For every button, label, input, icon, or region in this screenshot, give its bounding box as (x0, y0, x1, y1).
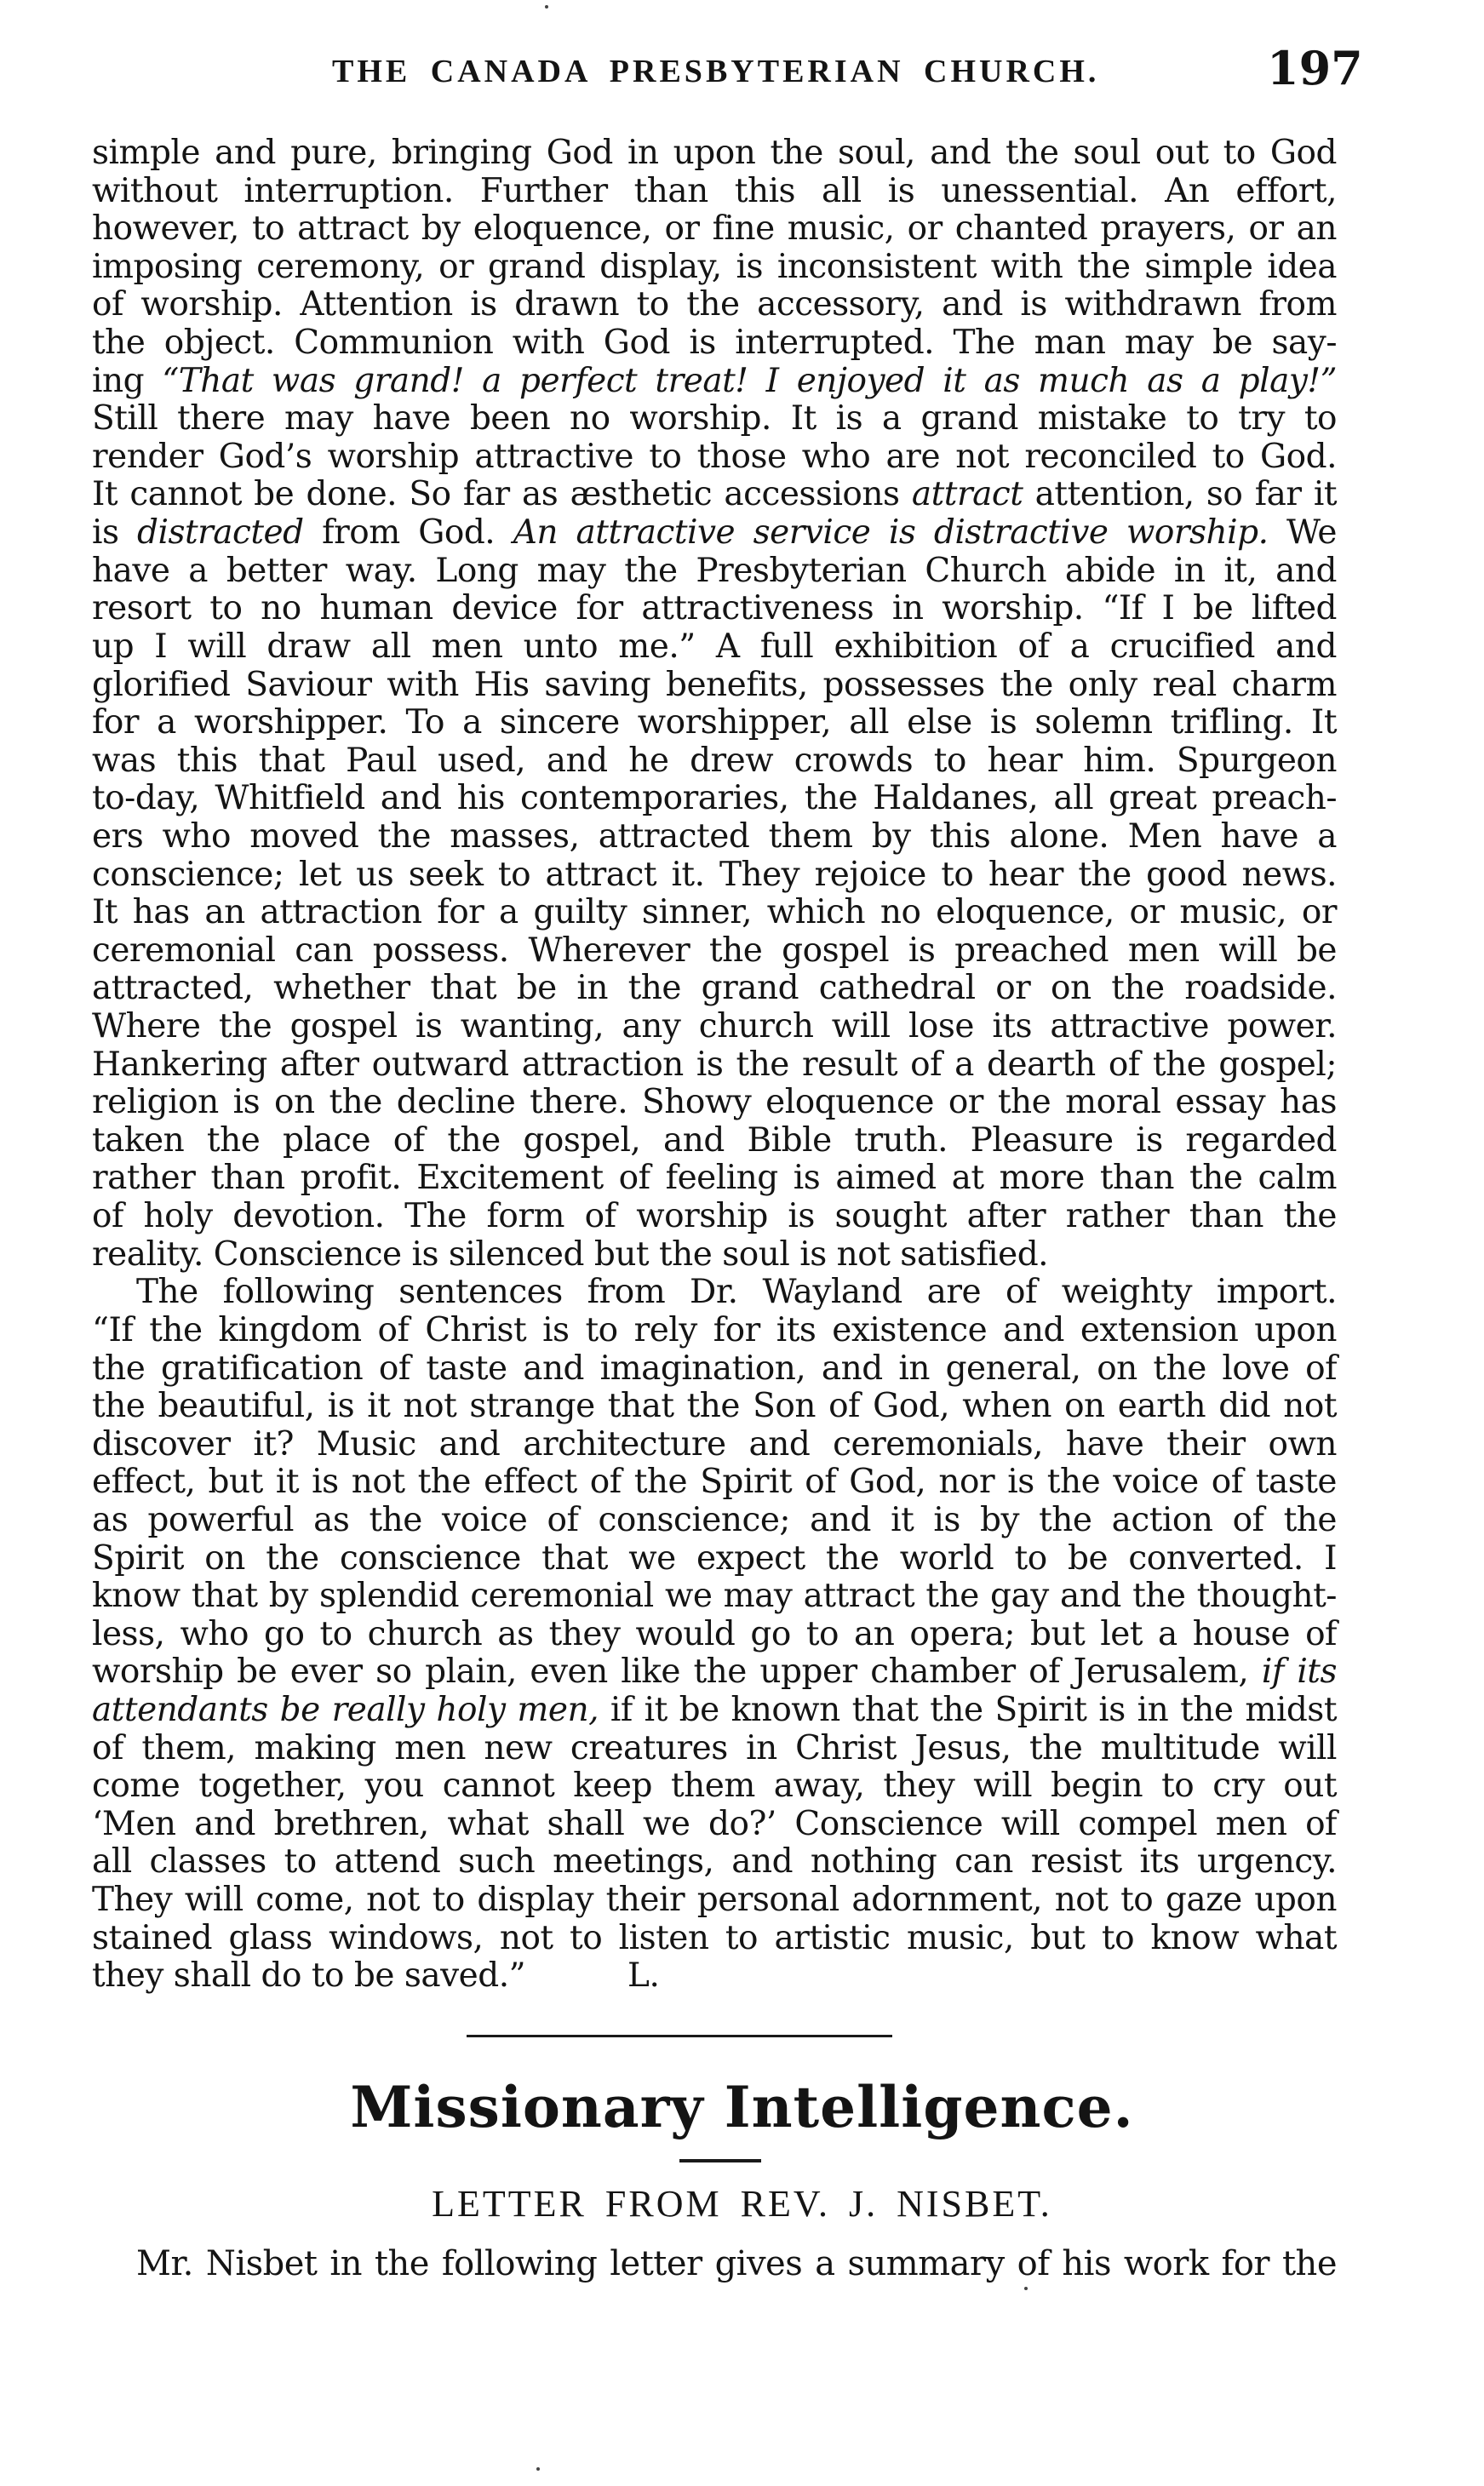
text-line (92, 210, 1337, 249)
text-run: less, who go to church as they would go to an opera; but let a house of (92, 1614, 1337, 1653)
text-line (92, 894, 1337, 932)
section-divider-rule (467, 2035, 892, 2037)
text-run: the object. Communion with God is interrupted. The man may be say- (92, 324, 1337, 363)
text-run: The following sentences from Dr. Wayland are of weighty import. (136, 1273, 1337, 1312)
text-run: as powerful as the voice of conscience; and it is by the action of the (92, 1500, 1337, 1539)
text-line (92, 1502, 1337, 1540)
text-line (92, 476, 1337, 514)
text-run: all classes to attend such meetings, and nothing can resist its urgency. (92, 1842, 1337, 1882)
text-line (92, 970, 1337, 1008)
print-speck (1024, 2287, 1028, 2290)
print-speck (536, 2467, 540, 2471)
text-line (92, 1274, 1337, 1312)
italic-text: if its (1261, 1653, 1337, 1692)
text-line (92, 704, 1337, 742)
text-run: effect, but it is not the effect of the Spirit of God, nor is the voice of taste (92, 1463, 1337, 1502)
text-line (92, 1653, 1337, 1692)
text-line (92, 1046, 1337, 1085)
text-run: ing (92, 361, 163, 400)
italic-text: “That was grand! a perfect treat! I enjoyed it as much as a play!” (162, 361, 1338, 400)
text-line (92, 590, 1337, 628)
text-run: Hankering after outward attraction is the result of a dearth of the gospel; (92, 1045, 1337, 1084)
author-signature: L. (627, 1956, 660, 1996)
text-line (92, 553, 1337, 591)
letter-heading: LETTER FROM REV. J. NISBET. (432, 2183, 1052, 2225)
letter-intro-line: Mr. Nisbet in the following letter gives a summary of his work for the (136, 2244, 1337, 2283)
text-run: religion is on the decline there. Showy eloquence or the moral essay has (92, 1083, 1337, 1122)
text-line (92, 1084, 1337, 1122)
text-line (92, 667, 1337, 705)
text-line (92, 1692, 1337, 1730)
text-run: is (92, 513, 138, 553)
text-line (92, 1464, 1337, 1502)
text-line (92, 1882, 1337, 1920)
text-line (92, 1578, 1337, 1616)
text-run: to-day, Whitfield and his contemporaries, the Haldanes, all great preach- (92, 779, 1337, 818)
text-line (92, 1008, 1337, 1046)
running-title: THE CANADA PRESBYTERIAN CHURCH. (332, 54, 1100, 89)
text-run: rather than profit. Excitement of feeling is aimed at more than the calm (92, 1159, 1337, 1198)
text-line (92, 1312, 1337, 1350)
section-title: Missionary Intelligence. (350, 2074, 1134, 2140)
text-line (92, 173, 1337, 211)
text-run: up I will draw all men unto me.” A full exhibition of a crucified and (92, 627, 1337, 666)
text-run: without interruption. Further than this all is unessential. An effort, (92, 171, 1337, 210)
text-line (92, 1122, 1337, 1160)
text-line (92, 1843, 1337, 1882)
text-run: reality. Conscience is silenced but the soul is not satisfied. (92, 1234, 1049, 1274)
text-line (92, 1388, 1337, 1426)
text-run: It has an attraction for a guilty sinner, which no eloquence, or music, or (92, 893, 1337, 932)
italic-text: An attractive service is distractive worship. (513, 513, 1269, 553)
text-run: Spirit on the conscience that we expect the world to be converted. I (92, 1538, 1337, 1578)
text-line (92, 135, 1337, 173)
text-line (92, 818, 1337, 856)
text-run: of worship. Attention is drawn to the accessory, and is withdrawn from (92, 285, 1337, 324)
text-line (92, 249, 1337, 287)
text-run: the gratification of taste and imagination, and in general, on the love of (92, 1349, 1337, 1388)
text-run: the beautiful, is it not strange that the Son of God, when on earth did not (92, 1387, 1337, 1426)
page-number: 197 (1267, 41, 1363, 95)
text-line (92, 1426, 1337, 1464)
text-line (92, 514, 1337, 553)
text-run: ‘Men and brethren, what shall we do?’ Conscience will compel men of (92, 1804, 1337, 1843)
text-run: they shall do to be saved.” (92, 1956, 526, 1996)
text-run: “If the kingdom of Christ is to rely for its existence and extension upon (92, 1310, 1337, 1349)
text-line (92, 1957, 1337, 1996)
title-underline-rule (679, 2159, 761, 2162)
text-run: It cannot be done. So far as æsthetic accessions (92, 475, 912, 514)
text-run: have a better way. Long may the Presbyterian Church abide in it, and (92, 551, 1337, 590)
italic-text: attendants be really holy men, (92, 1690, 599, 1729)
text-run: if it be known that the Spirit is in the midst (598, 1690, 1337, 1729)
text-run: come together, you cannot keep them away, they will begin to cry out (92, 1767, 1337, 1806)
text-line (92, 1616, 1337, 1654)
text-run: was this that Paul used, and he drew crowds to hear him. Spurgeon (92, 741, 1337, 780)
text-run: of them, making men new creatures in Christ Jesus, the multitude will (92, 1728, 1337, 1767)
text-run: discover it? Music and architecture and ceremonials, have their own (92, 1424, 1337, 1464)
text-line (92, 1540, 1337, 1578)
text-run: imposing ceremony, or grand display, is inconsistent with the simple idea (92, 247, 1337, 286)
text-run: of holy devotion. The form of worship is sought after rather than the (92, 1197, 1337, 1236)
text-line (92, 1730, 1337, 1768)
text-line (92, 1767, 1337, 1806)
text-run: Still there may have been no worship. It is a grand mistake to try to (92, 399, 1337, 438)
text-run: from God. (303, 513, 513, 553)
text-run: They will come, not to display their personal adornment, not to gaze upon (92, 1881, 1337, 1920)
text-line (92, 856, 1337, 895)
text-run: Where the gospel is wanting, any church will lose its attractive power. (92, 1007, 1337, 1046)
text-line (92, 932, 1337, 971)
text-run: taken the place of the gospel, and Bible truth. Pleasure is regarded (92, 1120, 1337, 1160)
text-run: ceremonial can possess. Wherever the gospel is preached men will be (92, 931, 1337, 970)
text-line (92, 1350, 1337, 1389)
text-run: ers who moved the masses, attracted them by this alone. Men have a (92, 816, 1337, 856)
text-run: glorified Saviour with His saving benefits, possesses the only real charm (92, 665, 1337, 704)
text-run: simple and pure, bringing God in upon the soul, and the soul out to God (92, 134, 1337, 172)
text-run: attracted, whether that be in the grand cathedral or on the roadside. (92, 969, 1337, 1008)
text-line (92, 438, 1337, 477)
text-line (92, 628, 1337, 667)
text-line (92, 1920, 1337, 1958)
text-run: We (1268, 513, 1337, 553)
text-run: however, to attract by eloquence, or fine music, or chanted prayers, or an (92, 209, 1337, 249)
text-run: stained glass windows, not to listen to artistic music, but to know what (92, 1918, 1337, 1957)
text-line (92, 363, 1337, 401)
text-line (92, 1236, 1337, 1275)
text-run: know that by splendid ceremonial we may attract the gay and the thought- (92, 1577, 1337, 1616)
text-run: render God’s worship attractive to those who are not reconciled to God. (92, 437, 1337, 476)
text-run: resort to no human device for attractiveness in worship. “If I be lifted (92, 589, 1337, 628)
italic-text: attract (911, 475, 1023, 514)
text-run: attention, so far it (1023, 475, 1338, 514)
text-line (92, 1806, 1337, 1844)
text-run: worship be ever so plain, even like the upper chamber of Jerusalem, (92, 1653, 1262, 1692)
text-line (92, 324, 1337, 363)
article-body (92, 135, 1337, 1996)
text-run: for a worshipper. To a sincere worshipper, all else is solemn trifling. It (92, 703, 1337, 742)
text-line (92, 400, 1337, 438)
italic-text: distracted (137, 513, 304, 553)
text-line (92, 1160, 1337, 1198)
text-line (92, 742, 1337, 781)
text-line (92, 1198, 1337, 1236)
text-line (92, 286, 1337, 324)
text-run: conscience; let us seek to attract it. They rejoice to hear the good news. (92, 855, 1337, 894)
print-speck (545, 5, 548, 9)
text-line (92, 780, 1337, 818)
